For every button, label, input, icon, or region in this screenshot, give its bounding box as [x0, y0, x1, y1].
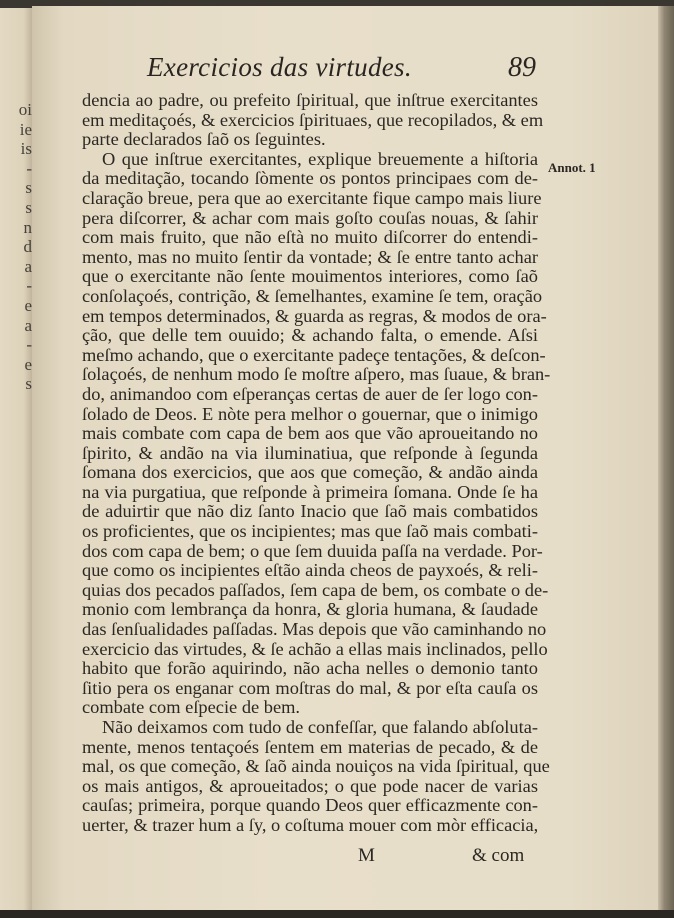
text-line: ſolado de Deos. E nòte pera melhor o gouernar, que o inimigo — [82, 403, 538, 424]
text-line: das ſenſualidades paſſadas. Mas depois que vão caminhando no — [82, 619, 547, 640]
signature-mark: M — [358, 845, 375, 866]
text-line: parte declarados ſaõ os ſeguintes. — [82, 129, 326, 150]
fragment-line: e — [24, 295, 32, 315]
text-line: ção, que delle tem ouuido; & achando falta, o emende. Aſsi — [82, 325, 538, 346]
text-line: meſmo achando, que o exercitante padeçe tentações, & deſcon- — [82, 344, 546, 365]
page-number: 89 — [508, 52, 536, 83]
page-edge — [658, 6, 674, 910]
fragment-line: oi — [18, 100, 32, 119]
fragment-line: - — [26, 335, 32, 355]
fragment-line: ie — [19, 119, 32, 139]
text-line: na via purgatiua, que reſponde à primeira ſomana. Onde ſe ha — [82, 481, 538, 502]
fragment-line: a — [24, 256, 32, 276]
text-line: quias dos pecados paſſados, ſem capa de bem, os combate o de- — [82, 579, 549, 600]
text-line: em meditaçoés, & exercicios ſpirituaes, que recopilados, & em — [82, 109, 544, 130]
text-line: do, animandoo com eſperanças certas de auer de ſer logo con- — [82, 383, 538, 404]
text-line: mente, menos tentaçoés ſentem em materias de pecado, & de — [82, 736, 538, 757]
text-line: dencia ao padre, ou prefeito ſpiritual, que inſtrue exercitantes — [82, 90, 538, 110]
previous-page-edge — [0, 8, 34, 910]
running-title: Exercicios das virtudes. — [147, 52, 412, 82]
fragment-line: - — [26, 276, 32, 296]
body-text — [82, 90, 551, 836]
fragment-line: e — [24, 354, 32, 374]
fragment-line: s — [25, 374, 32, 394]
text-line: os mais antigos, & aproueitados; o que pode nacer de varias — [82, 775, 538, 796]
text-line: habito que forão aquirindo, não acha nelles o demonio tanto — [82, 658, 538, 679]
text-line: conſolaçoés, contrição, & ſemelhantes, examine ſe tem, oração — [82, 285, 543, 306]
text-line: mais combate com capa de bem aos que vão aproueitando no — [82, 423, 538, 444]
text-line: com mais fruito, que não eſtà no muito diſcorrer do entendi- — [82, 227, 538, 248]
text-line: os proficientes, que os incipientes; mas que ſaõ mais combati- — [82, 521, 538, 542]
text-line: dos com capa de bem; o que ſem duuida paſſa na verdade. Por- — [82, 540, 543, 561]
text-line: O que inſtrue exercitantes, explique breuemente a hiſtoria — [102, 148, 538, 169]
text-line: mento, mas no muito ſentir da vontade; & ſe entre tanto achar — [82, 246, 538, 267]
text-line: cauſas; primeira, porque quando Deos quer efficazmente con- — [82, 795, 538, 816]
fragment-line: a — [24, 315, 32, 335]
text-line: ſpirito, & andão na via iluminatiua, que reſponde à ſegunda — [82, 442, 538, 463]
fragment-line: s — [25, 197, 32, 217]
fragment-line: is — [20, 139, 32, 159]
text-line: Não deixamos com tudo de confeſſar, que falando abſoluta- — [102, 717, 538, 737]
text-line: ſolaçoés, de nenhum modo ſe moſtre aſpero, mas ſuaue, & bran- — [82, 364, 551, 385]
margin-note: Annot. 1 — [548, 160, 596, 175]
fragment-line: d — [23, 237, 32, 257]
fragment-line: n — [23, 217, 32, 237]
text-line: da meditação, tocando ſòmente os pontos principaes com de- — [82, 168, 538, 189]
text-line: que como os incipientes eſtão ainda cheos de payxoés, & reli- — [82, 560, 538, 581]
text-line: ſitio pera os enganar com moſtras do mal, & por eſta cauſa os — [82, 677, 538, 698]
text-line: de aduirtir que não diz ſanto Inacio que ſaõ mais combatidos — [82, 501, 538, 522]
text-line: mal, os que começão, & ſaõ ainda nouiços na vida ſpiritual, que — [82, 756, 550, 777]
text-line: em tempos determinados, & guarda as regras, & modos de ora- — [82, 305, 547, 326]
text-line: pera diſcorrer, & achar com mais goſto couſas nouas, & ſahir — [82, 207, 538, 228]
previous-page-text-fragments — [2, 100, 32, 394]
text-line: que o exercitante não ſente mouimentos interiores, como ſaõ — [82, 266, 538, 287]
scan-border — [0, 910, 674, 918]
text-line: exercicio das virtudes, & ſe achão a ellas mais inclinados, pello — [82, 638, 548, 659]
fragment-line: - — [26, 158, 32, 178]
catchword: & com — [472, 845, 525, 866]
text-line: claração breue, pera que ao exercitante fique campo mais liure — [82, 187, 542, 208]
text-line: ſomana dos exercicios, que aos que começão, & andão ainda — [82, 462, 538, 483]
text-line: monio com lembrança da honra, & gloria humana, & ſaudade — [82, 599, 538, 620]
fragment-line: s — [25, 178, 32, 198]
text-line: uerter, & trazer hum a ſy, o coſtuma mouer com mòr efficacia, — [82, 814, 539, 835]
text-line: combate com eſpecie de bem. — [82, 697, 301, 718]
